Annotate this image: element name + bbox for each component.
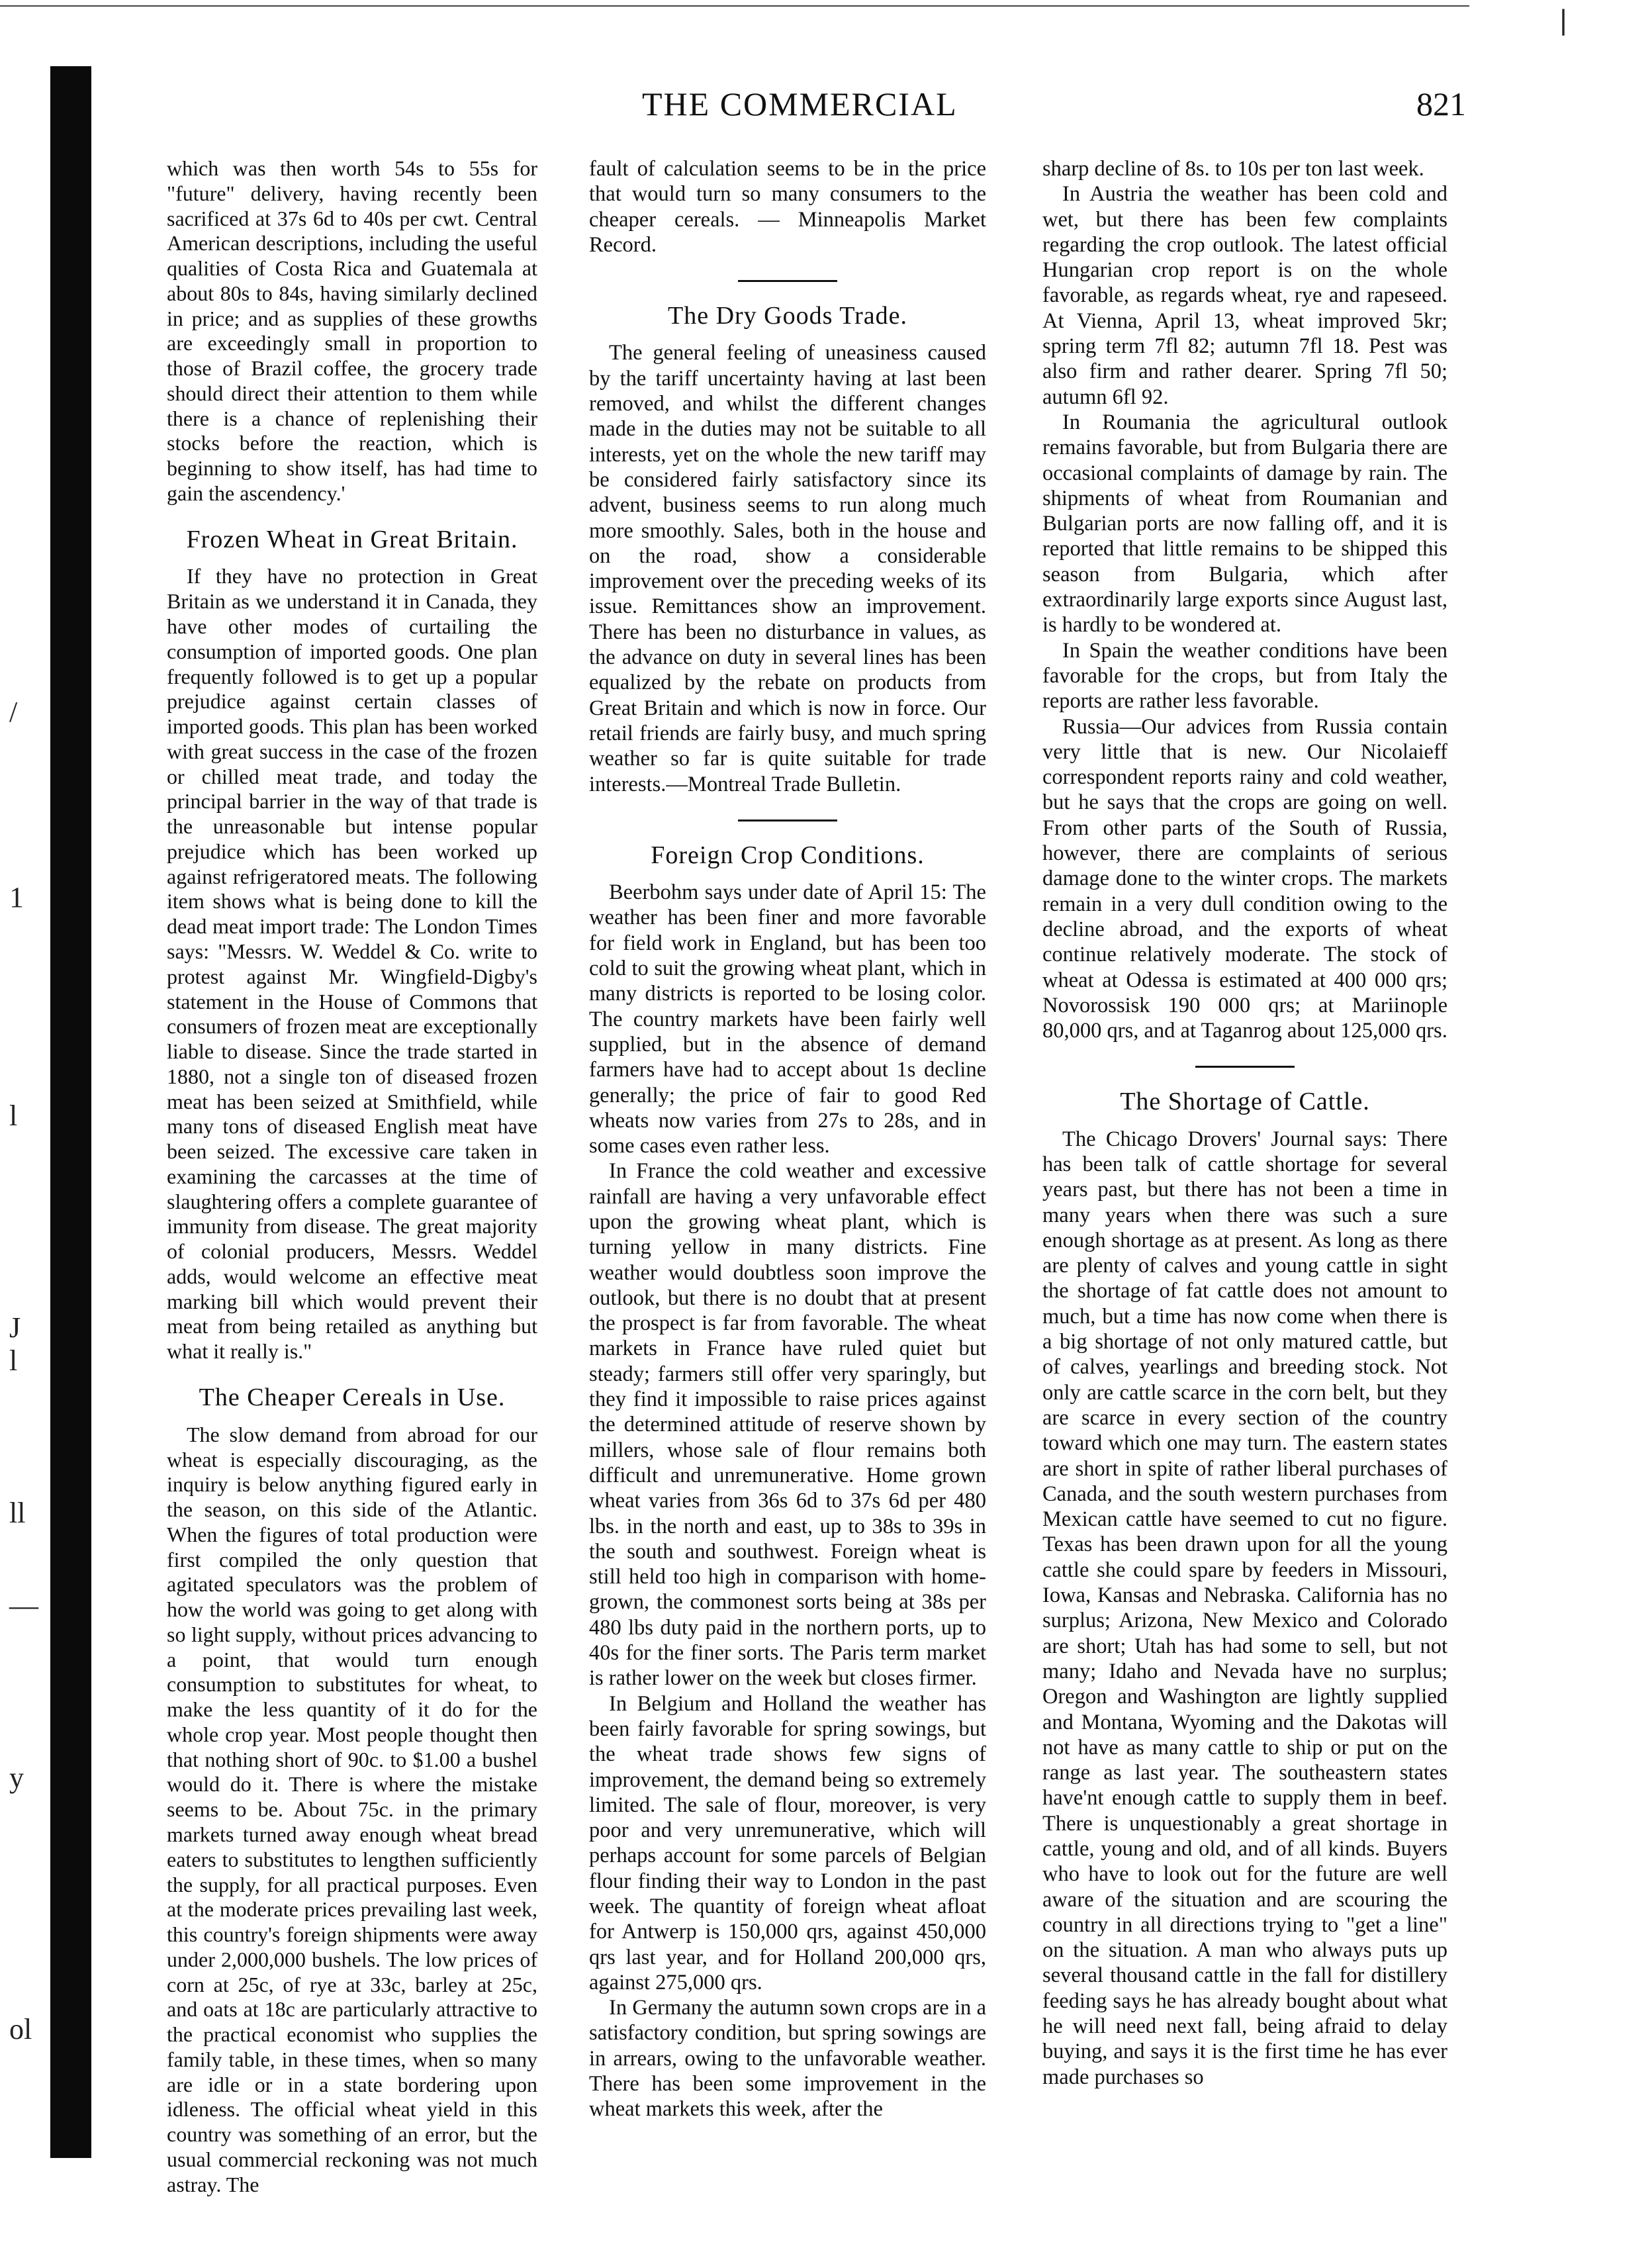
- article-paragraph: sharp decline of 8s. to 10s per ton last week.: [1042, 157, 1424, 181]
- section-rule: [738, 280, 837, 282]
- article-heading: Frozen Wheat in Great Britain.: [186, 525, 518, 553]
- page-masthead: THE COMMERCIAL: [642, 85, 958, 122]
- article-paragraph: In Austria the weather has been cold and wet, but there has been few complaints regarding the crop outlook. The latest official Hungarian crop report is on the whole favorable, as regards wheat, rye and rapeseed. At Vienna, April 13, wheat improved 5kr; spring term 7fl 82; autumn 7fl 18. Pest was also firm and rather dearer. Spring 7fl 50; autumn 6fl 92.: [1042, 182, 1447, 409]
- margin-mark: 1: [9, 881, 24, 914]
- article-heading: Foreign Crop Conditions.: [651, 841, 925, 869]
- article-paragraph: fault of calculation seems to be in the price that would turn so many consumers to the cheaper cereals. — Minneapolis Market Record.: [589, 157, 986, 257]
- article-heading: The Dry Goods Trade.: [668, 302, 907, 330]
- text-column-3: [1042, 156, 1447, 2090]
- article-heading: The Shortage of Cattle.: [1120, 1088, 1370, 1116]
- margin-mark: ll: [9, 1497, 26, 1529]
- article-paragraph: In Roumania the agricultural outlook remains favorable, but from Bulgaria there are occasional complaints of damage by rain. The shipments of wheat from Roumanian and Bulgarian ports are now falling off, and it is reported that little remains to be shipped this season from Bulgaria, which after extraordinarily large exports since August last, is hardly to be wondered at.: [1042, 410, 1447, 637]
- section-rule: [738, 820, 837, 821]
- text-column-1: [167, 156, 537, 2197]
- scan-corner-mark: |: [1555, 5, 1572, 36]
- scan-top-line: [0, 5, 1469, 7]
- article-paragraph: In Spain the weather conditions have been favorable for the crops, but from Italy the reports are rather less favorable.: [1042, 638, 1447, 714]
- margin-mark: /: [9, 696, 18, 728]
- article-paragraph: The general feeling of uneasiness caused by the tariff uncertainty having at last been removed, and whilst the different changes made in the duties may not be suitable to all interests, yet on the whole the new tariff may be considered fairly satisfactory since its advent, business seems to run along much more smoothly. Sales, both in the house and on the road, show a considerable improvement over the preceding weeks of its issue. Remittances show an improvement. There has been no disturbance in values, as the advance on duty in several lines has been equalized by the rebate on products from Great Britain and which is now in force. Our retail friends are fairly busy, and much spring weather so far is quite suitable for trade interests.—Montreal Trade Bulletin.: [589, 341, 986, 796]
- margin-mark: y: [9, 1761, 24, 1794]
- article-paragraph: In Germany the autumn sown crops are in a satisfactory condition, but spring sowings are in arrears, owing to the unfavorable weather. There has been some improvement in the wheat markets this week, after the: [589, 1996, 986, 2122]
- article-heading: The Cheaper Cereals in Use.: [199, 1383, 506, 1411]
- article-paragraph: Russia—Our advices from Russia contain very little that is new. Our Nicolaieff correspondent reports rainy and cold weather, but he says that the crops are going on well. From other parts of the South of Russia, however, there are complaints of serious damage done to the winter crops. The markets remain in a very dull condition owing to the decline abroad, and the exports of wheat continue relatively moderate. The stock of wheat at Odessa is estimated at 400 000 qrs; Novorossisk 190 000 qrs; at Mariinople 80,000 qrs, and at Taganrog about 125,000 qrs.: [1042, 714, 1447, 1043]
- margin-mark: ol: [9, 2013, 32, 2045]
- article-paragraph: The Chicago Drovers' Journal says: There has been talk of cattle shortage for several years past, but there has not been a time in many years when there was such a sure enough shortage as at present. As long as there are plenty of calves and young cattle in sight the shortage of fat cattle does not amount to much, but a time has now come when there is a big shortage of not only matured cattle, but of calves, yearlings and breeding stock. Not only are cattle scarce in the corn belt, but they are scarce in every section of the country toward which one may turn. The eastern states are short in spite of rather liberal purchases of Canada, and the south western purchases from Mexican cattle have seemed to cut no figure. Texas has been drawn upon for all the young cattle she could spare by feeders in Missouri, Iowa, Kansas and Nebraska. California has no surplus; Arizona, New Mexico and Colorado are short; Utah has had some to sell, but not many; Idaho and Nevada have no surplus; Oregon and Washington are lightly supplied and Montana, Wyoming and the Dakotas will not have as many cattle to ship or put on the range as last year. The southeastern states have'nt enough cattle to supply them in beef. There is unquestionably a great shortage in cattle, young and old, and of all kinds. Buyers who have to look out for the future are well aware of the situation and are scouring the country in all directions trying to "get a line" on the situation. A man who always puts up several thousand cattle in the fall for distillery feeding says he has already bought about what he will need next fall, being afraid to delay buying, and says it is the first time he has ever made purchases so: [1042, 1127, 1447, 2089]
- scan-binding-shadow: [50, 66, 91, 2158]
- margin-mark: —: [9, 1589, 38, 1622]
- article-paragraph: Beerbohm says under date of April 15: The weather has been finer and more favorable for field work in England, but has been too cold to suit the growing wheat plant, which in many districts is reported to be losing color. The country markets have been fairly well supplied, but in the absence of demand farmers have had to accept about 1s decline generally; the price of fair to good Red wheats now varies from 27s to 28s, and in some cases even rather less.: [589, 880, 986, 1158]
- section-rule: [1195, 1066, 1295, 1068]
- article-paragraph: The slow demand from abroad for our wheat is especially discouraging, as the inquiry is below anything figured early in the season, on this side of the Atlantic. When the figures of total production were first compiled the only question that agitated speculators was the problem of how the world was going to get along with so light supply, without prices advancing to a point, that would turn enough consumption to substitutes for wheat, to make the less quantity of it do for the whole crop year. Most people thought then that nothing short of 90c. to $1.00 a bushel would do it. There is where the mistake seems to be. About 75c. in the primary markets turned away enough wheat bread eaters to substitutes to lengthen sufficiently the supply, for all practical purposes. Even at the moderate prices prevailing last week, this country's foreign shipments were away under 2,000,000 bushels. The low prices of corn at 25c, of rye at 33c, barley at 25c, and oats at 18c are particularly attractive to the practical economist who supplies the family table, in these times, when so many are idle or in a state bordering upon idleness. The official wheat yield in this country was something of an error, but the usual commercial reckoning was not much astray. The: [167, 1422, 537, 2196]
- margin-mark: l: [9, 1344, 18, 1377]
- article-paragraph: In France the cold weather and excessive rainfall are having a very unfavorable effect upon the growing wheat plant, which is turning yellow in many districts. Fine weather would doubtless soon improve the outlook, but there is no doubt that at present the prospect is far from favorable. The wheat markets in France have ruled quiet but steady; farmers still offer very sparingly, but they find it impossible to raise prices against the determined attitude of reserve shown by millers, whose sale of flour remains both difficult and unremunerative. Home grown wheat varies from 36s 6d to 37s 6d per 480 lbs. in the north and east, up to 38s to 39s in the south and southwest. Foreign wheat is still held too high in comparison with home-grown, the commonest sorts being at 38s per 480 lbs duty paid in the northern ports, up to 40s for the finer sorts. The Paris term market is rather lower on the week but closes firmer.: [589, 1159, 986, 1691]
- article-paragraph: In Belgium and Holland the weather has been fairly favorable for spring sowings, but the wheat trade shows few signs of improvement, the demand being so extremely limited. The sale of flour, moreover, is very poor and very unremunerative, which will perhaps account for some parcels of Belgian flour finding their way to London in the past week. The quantity of foreign wheat afloat for Antwerp is 150,000 qrs, against 450,000 qrs last year, and for Holland 200,000 qrs, against 275,000 qrs.: [589, 1691, 986, 1994]
- margin-mark: J: [9, 1311, 21, 1344]
- article-paragraph: If they have no protection in Great Britain as we understand it in Canada, they have other modes of curtailing the consumption of imported goods. One plan frequently followed is to get up a popular prejudice against certain classes of imported goods. This plan has been worked with great success in the case of the frozen or chilled meat trade, and today the principal barrier in the way of that trade is the unreasonable but intense popular prejudice which has been worked up against refrigeratored meats. The following item shows what is being done to kill the dead meat import trade: The London Times says: "Messrs. W. Weddel & Co. write to protest against Mr. Wingfield-Digby's statement in the House of Commons that consumers of frozen meat are exceptionally liable to disease. Since the trade started in 1880, not a single ton of diseased frozen meat has been seized at Smithfield, while many tons of diseased English meat have been seized. The excessive care taken in examining the carcasses at the time of slaughtering offers a complete guarantee of immunity from disease. The great majority of colonial producers, Messrs. Weddel adds, would welcome an effective meat marking bill which would prevent their meat from being retailed as anything but what it really is.": [167, 564, 537, 1364]
- article-paragraph: which was then worth 54s to 55s for "future" delivery, having recently been sacrificed at 37s 6d to 40s per cwt. Central American descriptions, including the useful qualities of Costa Rica and Guatemala at about 80s to 84s, having similarly declined in price; and as supplies of these growths are exceedingly small in proportion to those of Brazil coffee, the grocery trade should direct their attention to them while there is a chance of replenishing their stocks before the reaction, which is beginning to show itself, has had time to gain the ascendency.': [167, 156, 537, 505]
- page-number: 821: [1416, 85, 1466, 122]
- margin-mark: l: [9, 1100, 18, 1132]
- text-column-2: [589, 156, 986, 2122]
